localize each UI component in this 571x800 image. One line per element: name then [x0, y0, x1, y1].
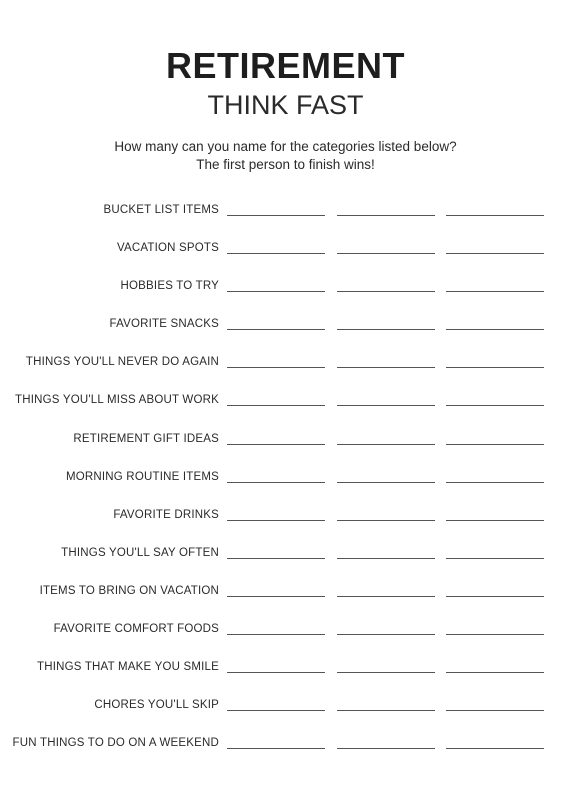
category-label: THINGS THAT MAKE YOU SMILE — [37, 661, 219, 674]
answer-blank-1[interactable] — [227, 520, 325, 521]
answer-blank-2[interactable] — [337, 558, 435, 559]
answer-blank-3[interactable] — [446, 329, 544, 330]
answer-blank-1[interactable] — [227, 291, 325, 292]
answer-blank-1[interactable] — [227, 482, 325, 483]
category-row — [0, 195, 571, 233]
answer-blank-3[interactable] — [446, 367, 544, 368]
page-title: RETIREMENT — [166, 45, 405, 86]
answer-blank-1[interactable] — [227, 367, 325, 368]
answer-blank-3[interactable] — [446, 482, 544, 483]
answer-blank-2[interactable] — [337, 367, 435, 368]
answer-blank-2[interactable] — [337, 596, 435, 597]
answer-blank-2[interactable] — [337, 710, 435, 711]
answer-blank-1[interactable] — [227, 596, 325, 597]
category-label: RETIREMENT GIFT IDEAS — [73, 432, 219, 445]
answer-blank-2[interactable] — [337, 215, 435, 216]
category-row — [0, 576, 571, 614]
category-row — [0, 728, 571, 766]
category-row — [0, 690, 571, 728]
answer-blank-1[interactable] — [227, 748, 325, 749]
answer-blank-3[interactable] — [446, 596, 544, 597]
answer-blank-1[interactable] — [227, 444, 325, 445]
instructions — [0, 138, 571, 174]
answer-blank-2[interactable] — [337, 253, 435, 254]
category-row — [0, 462, 571, 500]
answer-blank-2[interactable] — [337, 444, 435, 445]
category-label: THINGS YOU'LL SAY OFTEN — [61, 546, 219, 559]
answer-blank-2[interactable] — [337, 405, 435, 406]
category-row — [0, 538, 571, 576]
category-label: FAVORITE DRINKS — [113, 508, 219, 521]
category-label: ITEMS TO BRING ON VACATION — [39, 584, 219, 597]
answer-blank-2[interactable] — [337, 291, 435, 292]
answer-blank-3[interactable] — [446, 710, 544, 711]
category-label: CHORES YOU'LL SKIP — [94, 699, 219, 712]
answer-blank-3[interactable] — [446, 672, 544, 673]
category-label: FUN THINGS TO DO ON A WEEKEND — [12, 737, 219, 750]
instructions-line-2: The first person to finish wins! — [196, 157, 375, 172]
category-row — [0, 500, 571, 538]
category-label: FAVORITE COMFORT FOODS — [53, 623, 219, 636]
category-row — [0, 614, 571, 652]
answer-blank-3[interactable] — [446, 291, 544, 292]
answer-blank-1[interactable] — [227, 672, 325, 673]
answer-blank-1[interactable] — [227, 253, 325, 254]
category-row — [0, 652, 571, 690]
answer-blank-1[interactable] — [227, 558, 325, 559]
category-list — [0, 195, 571, 766]
page-subtitle: THINK FAST — [207, 90, 364, 120]
answer-blank-3[interactable] — [446, 444, 544, 445]
instructions-line-1: How many can you name for the categories listed below? — [114, 139, 457, 154]
category-label: THINGS YOU'LL NEVER DO AGAIN — [25, 356, 219, 369]
category-label: HOBBIES TO TRY — [120, 280, 219, 293]
answer-blank-3[interactable] — [446, 558, 544, 559]
category-label: FAVORITE SNACKS — [109, 318, 219, 331]
category-row — [0, 271, 571, 309]
answer-blank-2[interactable] — [337, 672, 435, 673]
answer-blank-1[interactable] — [227, 215, 325, 216]
answer-blank-1[interactable] — [227, 405, 325, 406]
answer-blank-3[interactable] — [446, 405, 544, 406]
category-row — [0, 385, 571, 423]
category-row — [0, 347, 571, 385]
category-label: BUCKET LIST ITEMS — [103, 204, 219, 216]
answer-blank-2[interactable] — [337, 634, 435, 635]
answer-blank-3[interactable] — [446, 520, 544, 521]
answer-blank-1[interactable] — [227, 329, 325, 330]
answer-blank-2[interactable] — [337, 520, 435, 521]
category-row — [0, 233, 571, 271]
answer-blank-3[interactable] — [446, 634, 544, 635]
category-row — [0, 309, 571, 347]
answer-blank-3[interactable] — [446, 748, 544, 749]
answer-blank-1[interactable] — [227, 710, 325, 711]
answer-blank-3[interactable] — [446, 253, 544, 254]
answer-blank-2[interactable] — [337, 748, 435, 749]
category-label: VACATION SPOTS — [116, 242, 219, 255]
answer-blank-3[interactable] — [446, 215, 544, 216]
answer-blank-2[interactable] — [337, 329, 435, 330]
answer-blank-1[interactable] — [227, 634, 325, 635]
category-label: MORNING ROUTINE ITEMS — [65, 470, 219, 483]
answer-blank-2[interactable] — [337, 482, 435, 483]
category-label: THINGS YOU'LL MISS ABOUT WORK — [15, 394, 219, 407]
category-row — [0, 424, 571, 462]
